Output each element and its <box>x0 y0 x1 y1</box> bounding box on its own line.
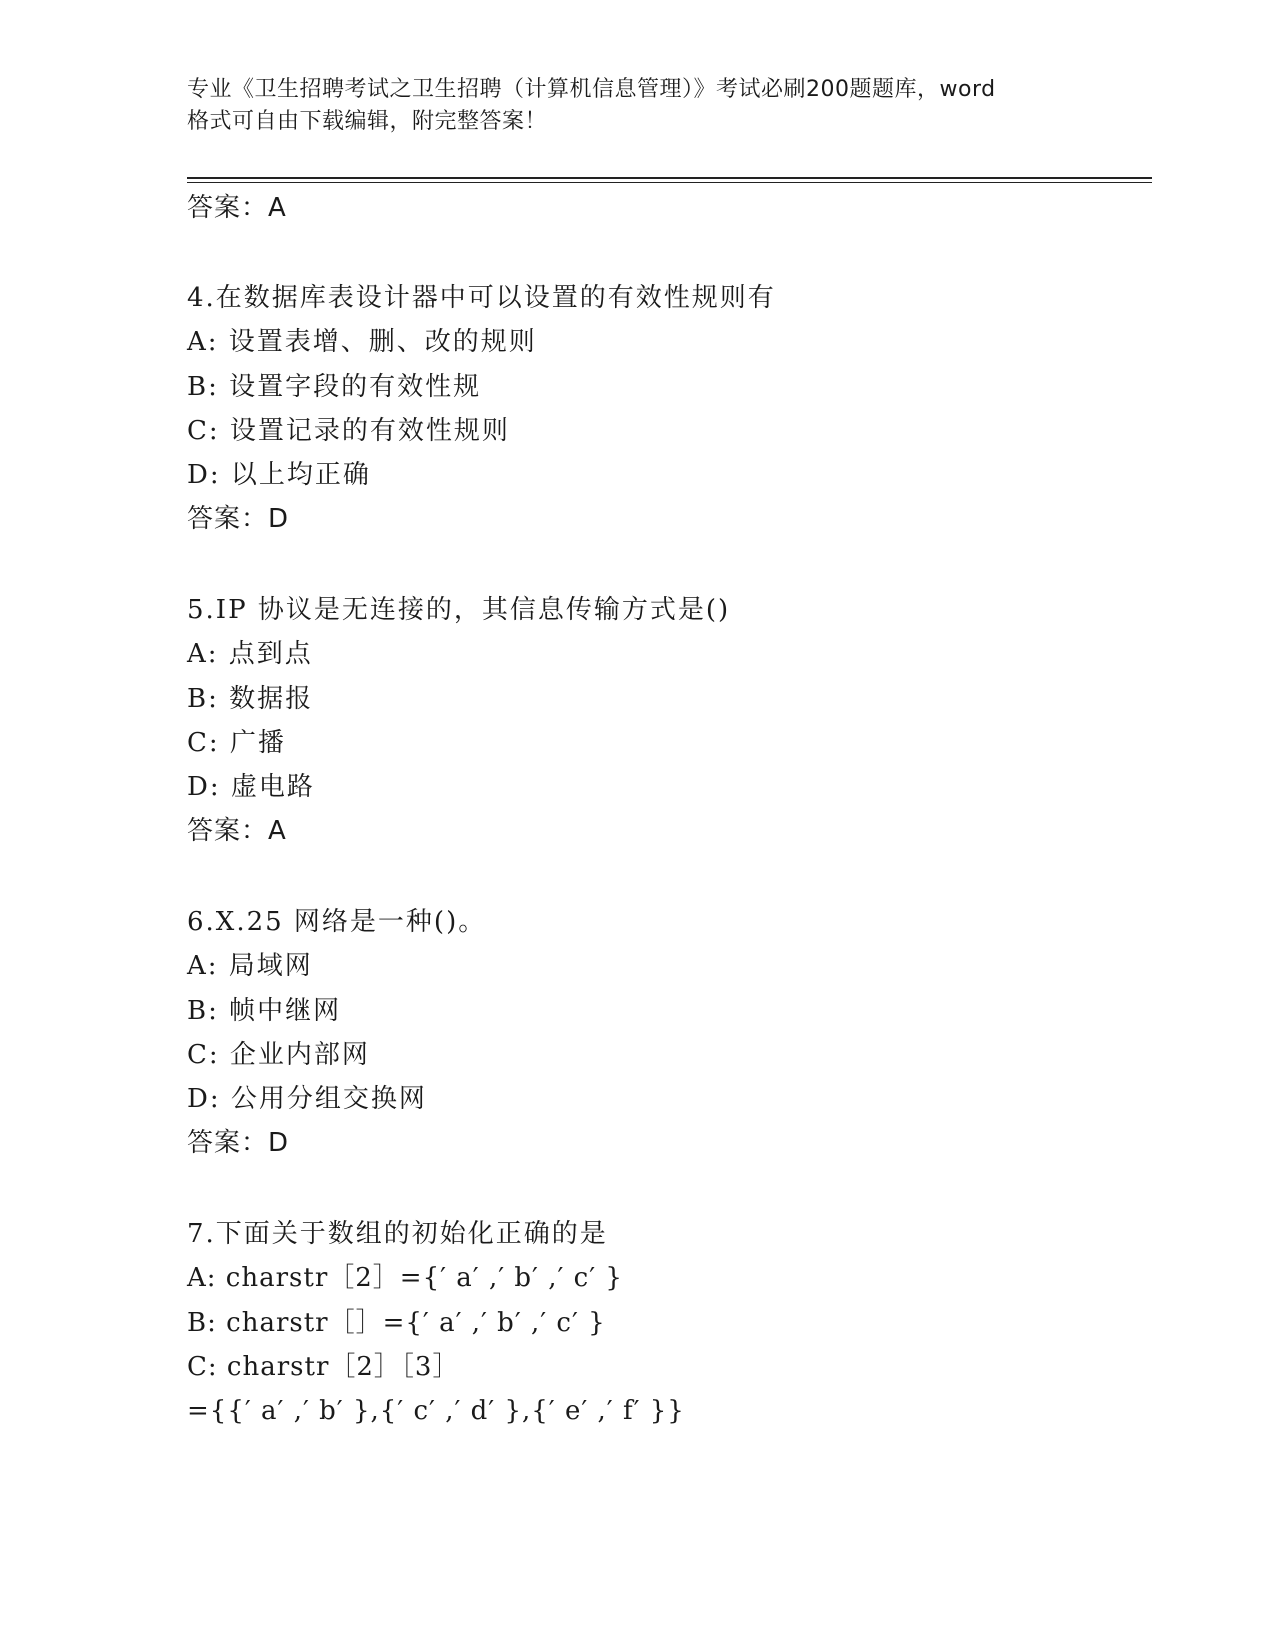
document-header <box>187 74 1087 138</box>
question-6-option-d: D: 公用分组交换网 <box>187 1084 427 1114</box>
question-4-option-d: D: 以上均正确 <box>187 460 371 490</box>
question-5-stem: 5.IP 协议是无连接的，其信息传输方式是() <box>187 595 731 625</box>
question-6-option-a: A: 局域网 <box>187 951 313 981</box>
question-5-answer: 答案：A <box>187 816 287 846</box>
header-rule-thick <box>187 177 1152 179</box>
question-6-option-b: B: 帧中继网 <box>187 996 342 1026</box>
header-line-1: 专业《卫生招聘考试之卫生招聘（计算机信息管理）》考试必刷200题题库，word <box>187 77 996 102</box>
header-rule-thin <box>187 182 1152 183</box>
question-7-option-b: B: charstr［］={′ a′ ,′ b′ ,′ c′ } <box>187 1308 606 1338</box>
question-7-stem: 7.下面关于数组的初始化正确的是 <box>187 1219 608 1249</box>
question-6-answer: 答案：D <box>187 1128 290 1158</box>
question-4-option-b: B: 设置字段的有效性规 <box>187 372 482 402</box>
question-5-option-d: D: 虚电路 <box>187 772 315 802</box>
question-5-option-c: C: 广播 <box>187 728 286 758</box>
question-4-stem: 4.在数据库表设计器中可以设置的有效性规则有 <box>187 283 776 313</box>
question-7-option-a: A: charstr［2］={′ a′ ,′ b′ ,′ c′ } <box>187 1263 623 1293</box>
question-4-option-c: C: 设置记录的有效性规则 <box>187 416 510 446</box>
question-6-option-c: C: 企业内部网 <box>187 1040 370 1070</box>
question-4-option-a: A: 设置表增、删、改的规则 <box>187 327 537 357</box>
question-7-option-c: C: charstr［2］［3］ <box>187 1352 460 1382</box>
header-line-2: 格式可自由下载编辑，附完整答案！ <box>187 109 548 134</box>
question-4-answer: 答案：D <box>187 504 290 534</box>
question-5-option-a: A: 点到点 <box>187 639 313 669</box>
question-5-option-b: B: 数据报 <box>187 684 314 714</box>
question-6-stem: 6.X.25 网络是一种()。 <box>187 907 487 937</box>
question-7-option-c-continued: ={{′ a′ ,′ b′ },{′ c′ ,′ d′ },{′ e′ ,′ f′ }} <box>187 1396 685 1426</box>
answer-previous: 答案：A <box>187 193 287 223</box>
